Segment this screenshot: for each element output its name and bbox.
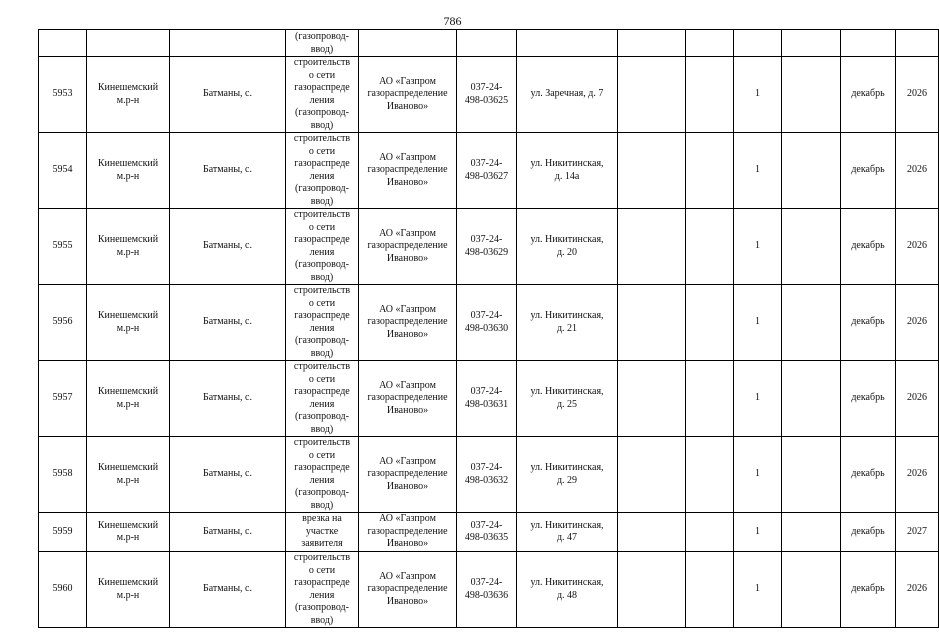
cell-empty xyxy=(618,513,686,552)
cell-work-type: строительств о сети газораспреде ления (газопровод- ввод) xyxy=(286,552,359,628)
cell-address: ул. Никитинская, д. 29 xyxy=(517,437,618,513)
cell-month: декабрь xyxy=(841,285,896,361)
cell-code xyxy=(457,30,517,57)
cell-organization: АО «Газпром газораспределение Иваново» xyxy=(359,285,457,361)
cell-address: ул. Заречная, д. 7 xyxy=(517,57,618,133)
table-row xyxy=(39,513,939,552)
cell-district xyxy=(87,30,170,57)
cell-empty xyxy=(782,285,841,361)
cell-work-type: строительств о сети газораспреде ления (газопровод- ввод) xyxy=(286,285,359,361)
cell-quantity: 1 xyxy=(734,133,782,209)
cell-year: 2026 xyxy=(896,285,939,361)
cell-empty xyxy=(782,513,841,552)
cell-work-type: строительств о сети газораспреде ления (газопровод- ввод) xyxy=(286,57,359,133)
cell-year: 2026 xyxy=(896,437,939,513)
cell-locality: Батманы, с. xyxy=(170,57,286,133)
cell-empty xyxy=(618,57,686,133)
table-row xyxy=(39,57,939,133)
cell-month xyxy=(841,30,896,57)
cell-empty xyxy=(782,209,841,285)
cell-number: 5959 xyxy=(39,513,87,552)
cell-locality: Батманы, с. xyxy=(170,133,286,209)
cell-quantity: 1 xyxy=(734,285,782,361)
cell-code: 037-24- 498-03629 xyxy=(457,209,517,285)
cell-month: декабрь xyxy=(841,437,896,513)
cell-year xyxy=(896,30,939,57)
cell-district: Кинешемский м.р-н xyxy=(87,209,170,285)
cell-year: 2026 xyxy=(896,361,939,437)
cell-work-type: врезка на участке заявителя xyxy=(286,513,359,552)
cell-organization: АО «Газпром газораспределение Иваново» xyxy=(359,437,457,513)
cell-code: 037-24- 498-03635 xyxy=(457,513,517,552)
page-number: 786 xyxy=(443,14,462,28)
cell-address: ул. Никитинская, д. 14а xyxy=(517,133,618,209)
cell-work-type: строительств о сети газораспреде ления (газопровод- ввод) xyxy=(286,209,359,285)
cell-empty xyxy=(782,361,841,437)
cell-locality: Батманы, с. xyxy=(170,209,286,285)
cell-number: 5957 xyxy=(39,361,87,437)
cell-organization: АО «Газпром газораспределение Иваново» xyxy=(359,133,457,209)
cell-district: Кинешемский м.р-н xyxy=(87,57,170,133)
cell-year: 2026 xyxy=(896,57,939,133)
cell-year: 2026 xyxy=(896,209,939,285)
cell-number: 5954 xyxy=(39,133,87,209)
cell-empty xyxy=(618,552,686,628)
cell-organization xyxy=(359,30,457,57)
cell-empty xyxy=(618,133,686,209)
cell-empty xyxy=(686,209,734,285)
cell-number: 5960 xyxy=(39,552,87,628)
cell-organization: АО «Газпром газораспределение Иваново» xyxy=(359,552,457,628)
table-row xyxy=(39,133,939,209)
cell-empty xyxy=(782,57,841,133)
cell-address: ул. Никитинская, д. 48 xyxy=(517,552,618,628)
cell-quantity: 1 xyxy=(734,361,782,437)
cell-empty xyxy=(782,133,841,209)
cell-number: 5956 xyxy=(39,285,87,361)
cell-work-type: строительств о сети газораспреде ления (газопровод- ввод) xyxy=(286,133,359,209)
cell-district: Кинешемский м.р-н xyxy=(87,552,170,628)
cell-empty xyxy=(618,437,686,513)
table-row xyxy=(39,437,939,513)
cell-locality: Батманы, с. xyxy=(170,361,286,437)
cell-quantity: 1 xyxy=(734,57,782,133)
cell-district: Кинешемский м.р-н xyxy=(87,437,170,513)
cell-year: 2026 xyxy=(896,552,939,628)
cell-work-type: (газопровод- ввод) xyxy=(286,30,359,57)
cell-number: 5955 xyxy=(39,209,87,285)
cell-empty xyxy=(686,285,734,361)
cell-empty xyxy=(618,30,686,57)
cell-code: 037-24- 498-03625 xyxy=(457,57,517,133)
cell-organization: АО «Газпром газораспределение Иваново» xyxy=(359,209,457,285)
cell-work-type: строительств о сети газораспреде ления (газопровод- ввод) xyxy=(286,361,359,437)
gas-connection-registry-table xyxy=(38,29,939,628)
cell-month: декабрь xyxy=(841,361,896,437)
table-row xyxy=(39,361,939,437)
cell-organization: АО «Газпром газораспределение Иваново» xyxy=(359,361,457,437)
cell-month: декабрь xyxy=(841,552,896,628)
cell-address: ул. Никитинская, д. 47 xyxy=(517,513,618,552)
cell-locality: Батманы, с. xyxy=(170,513,286,552)
cell-work-type: строительств о сети газораспреде ления (газопровод- ввод) xyxy=(286,437,359,513)
cell-month: декабрь xyxy=(841,57,896,133)
cell-address: ул. Никитинская, д. 21 xyxy=(517,285,618,361)
cell-empty xyxy=(686,57,734,133)
cell-month: декабрь xyxy=(841,209,896,285)
cell-empty xyxy=(782,30,841,57)
cell-year: 2027 xyxy=(896,513,939,552)
table-row xyxy=(39,285,939,361)
cell-month: декабрь xyxy=(841,133,896,209)
cell-code: 037-24- 498-03636 xyxy=(457,552,517,628)
cell-quantity: 1 xyxy=(734,552,782,628)
cell-empty xyxy=(686,513,734,552)
cell-number: 5958 xyxy=(39,437,87,513)
cell-organization: АО «Газпром газораспределение Иваново» xyxy=(359,513,457,552)
cell-empty xyxy=(782,552,841,628)
cell-district: Кинешемский м.р-н xyxy=(87,513,170,552)
table-row-continuation xyxy=(39,30,939,57)
cell-quantity xyxy=(734,30,782,57)
cell-quantity: 1 xyxy=(734,209,782,285)
cell-code: 037-24- 498-03632 xyxy=(457,437,517,513)
cell-empty xyxy=(686,552,734,628)
cell-district: Кинешемский м.р-н xyxy=(87,133,170,209)
cell-code: 037-24- 498-03627 xyxy=(457,133,517,209)
cell-empty xyxy=(782,437,841,513)
cell-district: Кинешемский м.р-н xyxy=(87,361,170,437)
cell-empty xyxy=(618,361,686,437)
cell-empty xyxy=(686,361,734,437)
table-row xyxy=(39,552,939,628)
cell-address xyxy=(517,30,618,57)
cell-code: 037-24- 498-03631 xyxy=(457,361,517,437)
cell-address: ул. Никитинская, д. 20 xyxy=(517,209,618,285)
cell-locality: Батманы, с. xyxy=(170,552,286,628)
cell-locality xyxy=(170,30,286,57)
cell-code: 037-24- 498-03630 xyxy=(457,285,517,361)
cell-locality: Батманы, с. xyxy=(170,285,286,361)
cell-address: ул. Никитинская, д. 25 xyxy=(517,361,618,437)
cell-number: 5953 xyxy=(39,57,87,133)
cell-empty xyxy=(618,209,686,285)
cell-district: Кинешемский м.р-н xyxy=(87,285,170,361)
cell-year: 2026 xyxy=(896,133,939,209)
cell-empty xyxy=(618,285,686,361)
cell-quantity: 1 xyxy=(734,437,782,513)
cell-empty xyxy=(686,30,734,57)
cell-month: декабрь xyxy=(841,513,896,552)
cell-empty xyxy=(686,133,734,209)
cell-empty xyxy=(686,437,734,513)
cell-number xyxy=(39,30,87,57)
cell-locality: Батманы, с. xyxy=(170,437,286,513)
table-row xyxy=(39,209,939,285)
cell-organization: АО «Газпром газораспределение Иваново» xyxy=(359,57,457,133)
cell-quantity: 1 xyxy=(734,513,782,552)
